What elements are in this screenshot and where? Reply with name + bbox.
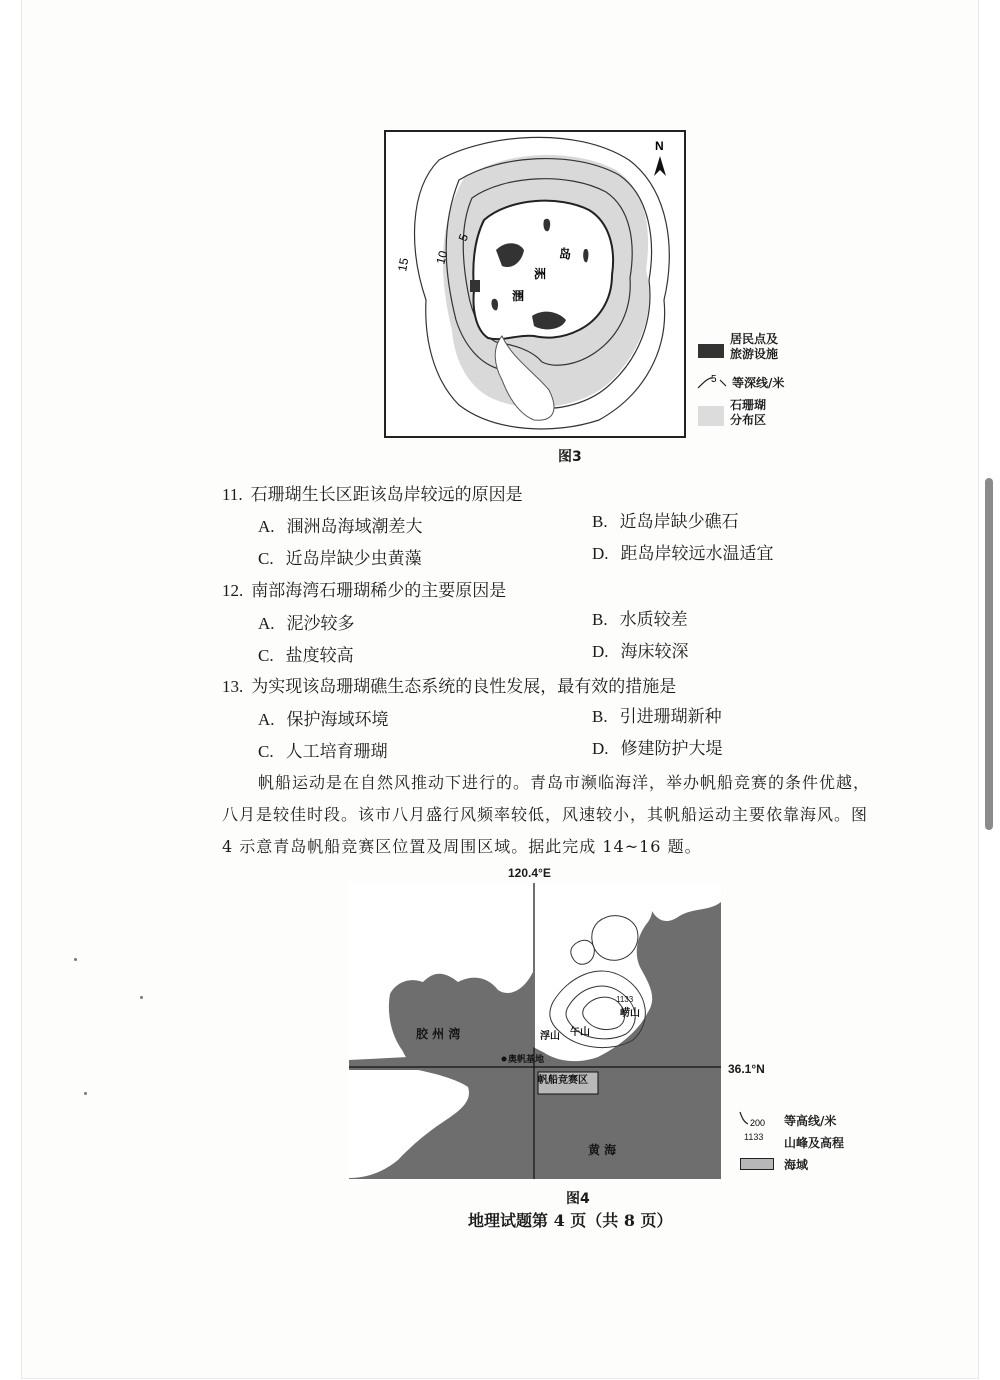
- latitude-label: 36.1°N: [728, 1062, 765, 1076]
- svg-text:200: 200: [750, 1118, 766, 1128]
- isobath-label: 10: [433, 249, 451, 266]
- race-area-label: 帆船竞赛区: [538, 1075, 588, 1086]
- jiaozhou-bay: [397, 989, 512, 1060]
- option-12-c: C. 盐度较高: [258, 646, 354, 666]
- settlement-swatch: [698, 344, 724, 358]
- island-label: 岛: [559, 247, 572, 261]
- isobath-label: 5: [455, 231, 472, 244]
- figure4-caption: 图4: [566, 1191, 590, 1207]
- svg-text:5: 5: [711, 374, 717, 385]
- sea-swatch: [740, 1158, 774, 1170]
- svg-text:N: N: [655, 139, 664, 153]
- settlement-square: [470, 280, 480, 292]
- laoshan-label: 崂山: [620, 1008, 640, 1019]
- passage-line: 4 示意青岛帆船竞赛区位置及周围区域。据此完成 14~16 题。: [222, 837, 702, 856]
- passage-line: 八月是较佳时段。该市八月盛行风频率较低，风速较小，其帆船运动主要依靠海风。图: [222, 805, 869, 824]
- option-11-d: D. 距岛岸较远水温适宜: [592, 544, 774, 564]
- sailing-center-label: 奥帆基地: [508, 1055, 545, 1065]
- question-12: 12. 南部海湾石珊瑚稀少的主要原因是: [222, 581, 507, 601]
- fushan-label: 浮山: [540, 1031, 560, 1042]
- option-11-c: C. 近岛岸缺少虫黄藻: [258, 549, 422, 569]
- option-13-c: C. 人工培育珊瑚: [258, 742, 388, 762]
- peak-elevation: 1133: [616, 995, 634, 1004]
- coral-swatch: [698, 406, 724, 426]
- passage-line: 帆船运动是在自然风推动下进行的。青岛市濒临海洋，举办帆船竞赛的条件优越，: [258, 773, 871, 792]
- sea-label: 黄 海: [588, 1143, 617, 1157]
- longitude-label: 120.4°E: [508, 866, 551, 880]
- option-12-d: D. 海床较深: [592, 642, 689, 662]
- option-12-b: B. 水质较差: [592, 610, 688, 630]
- figure4-map: [348, 882, 722, 1180]
- bay-label: 胶 州 湾: [416, 1027, 461, 1041]
- isobath-symbol: [696, 372, 728, 390]
- option-11-a: A. 涠洲岛海域潮差大: [258, 517, 423, 537]
- page-footer: 地理试题第 4 页（共 8 页）: [468, 1211, 673, 1230]
- island-label: 洲: [534, 267, 547, 281]
- peak-symbol: 1133: [744, 1132, 764, 1142]
- figure3-caption: 图3: [558, 449, 582, 465]
- option-13-a: A. 保护海域环境: [258, 710, 389, 730]
- scan-speck: [84, 1092, 87, 1095]
- option-13-b: B. 引进珊瑚新种: [592, 707, 722, 727]
- island-label: 涠: [512, 289, 525, 303]
- sailing-center-marker: [502, 1057, 507, 1062]
- option-11-b: B. 近岛岸缺少礁石: [592, 512, 739, 532]
- wushan-label: 午山: [570, 1027, 590, 1038]
- figure3-legend: 居民点及 旅游设施 5 等深线/米 石珊瑚 分布区: [696, 330, 806, 440]
- option-13-d: D. 修建防护大堤: [592, 739, 723, 759]
- scrollbar[interactable]: [985, 478, 993, 830]
- isobath-label: 15: [395, 256, 412, 273]
- scan-speck: [74, 958, 77, 961]
- figure3-map: [384, 130, 686, 438]
- figure4-legend: 200 等高线/米 1133 山峰及高程 海域: [738, 1110, 868, 1172]
- option-12-a: A. 泥沙较多: [258, 614, 355, 634]
- contour-symbol: [738, 1110, 778, 1128]
- question-11: 11. 石珊瑚生长区距该岛岸较远的原因是: [222, 485, 523, 505]
- scan-speck: [140, 996, 143, 999]
- question-13: 13. 为实现该岛珊瑚礁生态系统的良性发展，最有效的措施是: [222, 677, 677, 697]
